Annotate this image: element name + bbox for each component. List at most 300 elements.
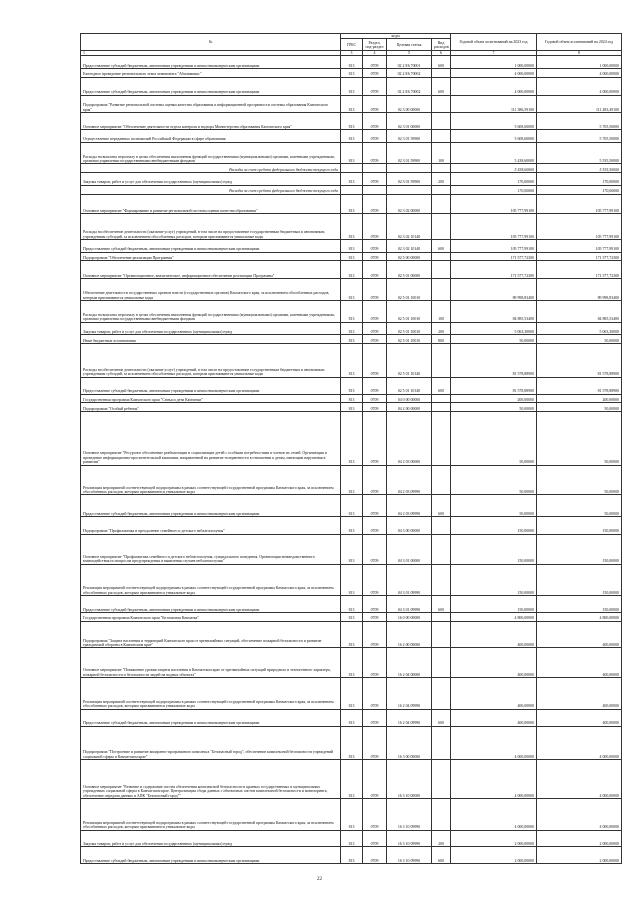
budget-table <box>80 33 622 864</box>
row-razdel: 0709 <box>363 394 387 403</box>
row-value-2024: 170,00000 <box>537 185 622 194</box>
row-value-2024: 111 483,49100 <box>537 95 622 113</box>
row-name: Подпрограмма "Развитие региональной системы оценки качества образования и информационной прозрачности системы образования Камчатского края" <box>81 95 341 113</box>
row-vid <box>432 279 451 301</box>
table-row <box>81 726 622 760</box>
row-grbs: 813 <box>341 709 363 726</box>
row-value-2023: 4 000,00000 <box>451 799 537 831</box>
row-value-2023: 81 578,88900 <box>451 344 537 378</box>
row-target: 04 0 00 00000 <box>387 394 432 403</box>
row-name: Закупка товаров, работ и услуг для обеспечения государственных (муниципальных) нужд <box>81 322 341 335</box>
row-target: 02 3 01 59900 <box>387 142 432 164</box>
row-vid: 200 <box>432 830 451 847</box>
row-value-2023: 105 777,99100 <box>451 240 537 253</box>
row-vid <box>432 403 451 412</box>
row-grbs: 813 <box>341 678 363 710</box>
row-razdel: 0709 <box>363 612 387 621</box>
table-row <box>81 678 622 710</box>
table-row <box>81 411 622 465</box>
row-razdel: 0709 <box>363 678 387 710</box>
row-grbs: 813 <box>341 799 363 831</box>
row-grbs: 813 <box>341 56 363 69</box>
row-vid: 200 <box>432 173 451 186</box>
row-name: Обеспечение деятельности государственных органов власти (государственных органов) Камчатского края, за исключением обособленных расходов, которым присваиваются уникальные коды <box>81 279 341 301</box>
row-value-2024: 150,00000 <box>537 534 622 564</box>
row-value-2024: 105 777,99100 <box>537 240 622 253</box>
row-name: Расходы за счет средств федерального бюджета текущего года <box>81 164 341 173</box>
table-row <box>81 534 622 564</box>
row-target: 02 3 01 59900 <box>387 130 432 143</box>
row-value-2023: 170,00000 <box>451 185 537 194</box>
row-name: Основное мероприятие "Формирование и развитие региональной системы оценки качества образования" <box>81 194 341 214</box>
row-grbs: 813 <box>341 621 363 648</box>
row-vid <box>432 164 451 173</box>
row-target: 02 3 02 10140 <box>387 240 432 253</box>
row-target: 02 3 00 00000 <box>387 95 432 113</box>
row-name: Расходы на обеспечение деятельности (оказание услуг) учреждений, в том числе на предоставление государственным бюджетным и автономным учреждениям субсидий, за исключением обособленных расходов, которым присваиваются уникальные коды <box>81 214 341 240</box>
table-row <box>81 142 622 164</box>
table-row <box>81 240 622 253</box>
row-vid: 600 <box>432 596 451 613</box>
row-value-2024: 4 000,00000 <box>537 726 622 760</box>
row-value-2023: 400,00000 <box>451 678 537 710</box>
row-razdel: 0709 <box>363 517 387 535</box>
row-razdel: 0709 <box>363 194 387 214</box>
table-row <box>81 377 622 394</box>
row-razdel: 0709 <box>363 465 387 495</box>
row-vid <box>432 799 451 831</box>
row-target: 16 3 10 09990 <box>387 847 432 864</box>
table-row <box>81 465 622 495</box>
table-row <box>81 300 622 322</box>
row-value-2024: 50,00000 <box>537 495 622 517</box>
table-row <box>81 113 622 130</box>
row-target: 16 2 04 09990 <box>387 709 432 726</box>
row-grbs: 813 <box>341 495 363 517</box>
row-target: 16 2 00 00000 <box>387 621 432 648</box>
table-row <box>81 799 622 831</box>
table-row <box>81 279 622 301</box>
row-value-2023: 50,00000 <box>451 335 537 344</box>
table-row <box>81 214 622 240</box>
row-value-2024: 150,00000 <box>537 517 622 535</box>
row-name: Государственная программа Камчатского края "Семья и дети Камчатки" <box>81 394 341 403</box>
row-value-2023: 4 000,00000 <box>451 69 537 78</box>
row-razdel <box>363 164 387 173</box>
row-target: 04 3 01 09990 <box>387 564 432 596</box>
col-num-5: 5 <box>387 51 432 56</box>
row-grbs: 813 <box>341 142 363 164</box>
row-value-2024: 4 000,00000 <box>537 69 622 78</box>
row-name: Предоставление субсидий бюджетным, автономным учреждениям и иным некоммерческим организациям <box>81 596 341 613</box>
row-vid <box>432 113 451 130</box>
row-value-2024: 5 535,50000 <box>537 164 622 173</box>
row-grbs: 813 <box>341 760 363 799</box>
row-grbs: 813 <box>341 69 363 78</box>
row-value-2023: 5 063,30000 <box>451 322 537 335</box>
col-num-7: 7 <box>451 51 537 56</box>
row-razdel: 0709 <box>363 564 387 596</box>
row-value-2024: 50,00000 <box>537 403 622 412</box>
table-row <box>81 130 622 143</box>
row-name: Расходы на выплаты персоналу в целях обеспечения выполнения функций государственными (муниципальными) органами, казенными учреждениями, органами управления государственными внебюджетными фондами <box>81 142 341 164</box>
row-value-2024: 5 063,30000 <box>537 322 622 335</box>
row-razdel: 0709 <box>363 261 387 279</box>
row-value-2024: 89 998,83400 <box>537 279 622 301</box>
row-value-2023: 150,00000 <box>451 534 537 564</box>
row-razdel: 0709 <box>363 300 387 322</box>
row-target: 02 3 02 10140 <box>387 214 432 240</box>
row-grbs: 813 <box>341 726 363 760</box>
row-value-2023: 400,00000 <box>451 648 537 678</box>
row-value-2024: 50,00000 <box>537 411 622 465</box>
row-grbs: 813 <box>341 377 363 394</box>
row-value-2023: 150,00000 <box>451 564 537 596</box>
row-target: 02 5 01 10140 <box>387 344 432 378</box>
row-value-2023: 400,00000 <box>451 621 537 648</box>
table-row <box>81 335 622 344</box>
row-value-2023: 5 438,60000 <box>451 142 537 164</box>
row-vid <box>432 621 451 648</box>
row-razdel: 0709 <box>363 830 387 847</box>
row-value-2024: 4 000,00000 <box>537 77 622 95</box>
row-value-2023: 111 386,59100 <box>451 95 537 113</box>
row-grbs: 813 <box>341 300 363 322</box>
row-value-2024: 150,00000 <box>537 596 622 613</box>
table-row <box>81 612 622 621</box>
table-row <box>81 95 622 113</box>
row-name: Предоставление субсидий бюджетным, автономным учреждениям и иным некоммерческим организациям <box>81 495 341 517</box>
header-2024: Годовой объем ассигнований на 2024 год <box>537 34 622 51</box>
row-value-2023: 4 000,00000 <box>451 77 537 95</box>
row-value-2023: 89 998,83400 <box>451 279 537 301</box>
row-value-2023: 171 577,72300 <box>451 261 537 279</box>
row-target: 04 2 03 09990 <box>387 465 432 495</box>
table-row <box>81 648 622 678</box>
row-razdel: 0709 <box>363 142 387 164</box>
row-grbs <box>341 185 363 194</box>
row-grbs: 813 <box>341 113 363 130</box>
row-value-2023: 5 438,60000 <box>451 164 537 173</box>
row-value-2024: 170,00000 <box>537 173 622 186</box>
row-razdel: 0709 <box>363 344 387 378</box>
row-value-2024: 400,00000 <box>537 678 622 710</box>
row-value-2023: 400,00000 <box>451 709 537 726</box>
row-grbs: 813 <box>341 194 363 214</box>
col-num-8: 8 <box>537 51 622 56</box>
row-razdel: 0709 <box>363 252 387 261</box>
col-num-4: 4 <box>363 51 387 56</box>
row-razdel: 0709 <box>363 56 387 69</box>
row-value-2024: 84 885,53400 <box>537 300 622 322</box>
row-target: 02 3 01 59900 <box>387 173 432 186</box>
row-value-2024: 171 577,72300 <box>537 261 622 279</box>
row-vid <box>432 648 451 678</box>
header-2023: Годовой объем ассигнований на 2023 год <box>451 34 537 51</box>
table-row <box>81 322 622 335</box>
row-target: 02 5 01 10140 <box>387 377 432 394</box>
table-row <box>81 621 622 648</box>
row-grbs: 813 <box>341 335 363 344</box>
row-vid: 600 <box>432 240 451 253</box>
row-target: 02 5 01 10010 <box>387 335 432 344</box>
row-name: Основное мероприятие "Профилактика семейного и детского неблагополучия, суицидального поведения. Организация межведомственного взаимодействия по вопросам предупреждения и выявления случаев неблагополучия" <box>81 534 341 564</box>
table-row <box>81 164 622 173</box>
col-num-6: 6 <box>432 51 451 56</box>
row-value-2024: 4 000,00000 <box>537 760 622 799</box>
row-target: 02 2 E6 70001 <box>387 56 432 69</box>
row-razdel: 0709 <box>363 648 387 678</box>
row-razdel: 0709 <box>363 95 387 113</box>
row-vid: 200 <box>432 322 451 335</box>
row-value-2023: 2 000,00000 <box>451 847 537 864</box>
table-row <box>81 185 622 194</box>
row-grbs: 813 <box>341 130 363 143</box>
row-name: Подпрограмма "Защита населения и территорий Камчатского края от чрезвычайных ситуаций, обеспечение пожарной безопасности и развитие гражданской обороны в Камчатском крае" <box>81 621 341 648</box>
row-target: 16 3 10 09990 <box>387 799 432 831</box>
table-row <box>81 77 622 95</box>
row-name: Осуществление переданных полномочий Российской Федерации в сфере образования <box>81 130 341 143</box>
row-grbs: 813 <box>341 173 363 186</box>
row-vid: 800 <box>432 335 451 344</box>
row-target: 16 3 10 00000 <box>387 760 432 799</box>
row-grbs: 813 <box>341 394 363 403</box>
row-vid: 600 <box>432 77 451 95</box>
row-target: 02 5 01 10010 <box>387 300 432 322</box>
row-name: Иные бюджетные ассигнования <box>81 335 341 344</box>
row-value-2023: 50,00000 <box>451 411 537 465</box>
row-vid: 600 <box>432 709 451 726</box>
row-value-2024: 400,00000 <box>537 621 622 648</box>
row-name: Основное мероприятие "Обеспечение деятельности отдела контроля и надзора Министерства образования Камчатского края" <box>81 113 341 130</box>
row-grbs: 813 <box>341 517 363 535</box>
row-name: Подпрограмма "Профилактика и преодоление семейного и детского неблагополучия" <box>81 517 341 535</box>
row-target: 02 5 01 10010 <box>387 322 432 335</box>
table-row <box>81 173 622 186</box>
row-grbs: 813 <box>341 95 363 113</box>
row-target: 16 0 00 00000 <box>387 612 432 621</box>
row-name: Государственная программа Камчатского края "Безопасная Камчатка" <box>81 612 341 621</box>
row-value-2024: 5 705,50000 <box>537 130 622 143</box>
row-razdel: 0709 <box>363 726 387 760</box>
table-row <box>81 394 622 403</box>
row-value-2023: 105 777,99100 <box>451 194 537 214</box>
row-value-2023: 50,00000 <box>451 403 537 412</box>
row-grbs: 813 <box>341 648 363 678</box>
row-value-2024: 400,00000 <box>537 709 622 726</box>
row-vid: 100 <box>432 142 451 164</box>
row-name: Основное мероприятие "Развитие и содержание систем обеспечения комплексной безопасности в краевых государственных и муниципальных учреждениях социальной сферы в Камчатском крае. Централизация сбора данных с объектовых систем комплексной безопасности и мониторинга, обеспечение передачи данных в АПК "Безопасный город"" <box>81 760 341 799</box>
row-grbs: 813 <box>341 252 363 261</box>
row-value-2024: 1 000,00000 <box>537 56 622 69</box>
row-razdel <box>363 185 387 194</box>
header-codes: коды <box>341 34 451 39</box>
row-vid <box>432 185 451 194</box>
table-row <box>81 517 622 535</box>
table-body <box>81 56 622 864</box>
row-grbs: 813 <box>341 596 363 613</box>
row-value-2023: 5 608,60000 <box>451 113 537 130</box>
row-value-2024: 81 578,88900 <box>537 344 622 378</box>
row-target: 02 3 02 00000 <box>387 194 432 214</box>
table-row <box>81 252 622 261</box>
row-target: 04 2 03 09990 <box>387 495 432 517</box>
row-target: 02 5 00 00000 <box>387 252 432 261</box>
row-target: 04 3 01 00000 <box>387 534 432 564</box>
row-razdel: 0709 <box>363 214 387 240</box>
row-value-2024: 2 000,00000 <box>537 847 622 864</box>
row-grbs: 813 <box>341 403 363 412</box>
table-row <box>81 709 622 726</box>
row-target: 02 3 01 00000 <box>387 113 432 130</box>
row-razdel: 0709 <box>363 403 387 412</box>
row-razdel: 0709 <box>363 130 387 143</box>
row-name: Предоставление субсидий бюджетным, автономным учреждениям и иным некоммерческим организациям <box>81 709 341 726</box>
row-name: Реализация мероприятий соответствующей подпрограммы в рамках соответствующей государственной программы Камчатского края, за исключением обособленных расходов, которым присваиваются уникальные коды <box>81 799 341 831</box>
row-razdel: 0709 <box>363 335 387 344</box>
row-vid: 600 <box>432 56 451 69</box>
row-razdel: 0709 <box>363 621 387 648</box>
header-target: Целевая статья <box>387 39 432 51</box>
row-grbs: 813 <box>341 344 363 378</box>
row-razdel: 0709 <box>363 709 387 726</box>
row-vid <box>432 394 451 403</box>
row-value-2024: 5 705,50000 <box>537 113 622 130</box>
row-razdel: 0709 <box>363 173 387 186</box>
row-value-2023: 1 000,00000 <box>451 56 537 69</box>
row-value-2023: 150,00000 <box>451 596 537 613</box>
row-vid <box>432 465 451 495</box>
row-value-2023: 50,00000 <box>451 465 537 495</box>
header-number-column: № <box>81 34 341 51</box>
row-value-2023: 105 777,99100 <box>451 214 537 240</box>
row-razdel: 0709 <box>363 77 387 95</box>
row-vid <box>432 194 451 214</box>
row-name: Предоставление субсидий бюджетным, автономным учреждениям и иным некоммерческим организациям <box>81 240 341 253</box>
table-row <box>81 344 622 378</box>
row-grbs: 813 <box>341 322 363 335</box>
row-razdel: 0709 <box>363 799 387 831</box>
table-row <box>81 495 622 517</box>
row-vid <box>432 95 451 113</box>
table-row <box>81 847 622 864</box>
row-grbs: 813 <box>341 564 363 596</box>
row-value-2023: 5 608,60000 <box>451 130 537 143</box>
row-value-2023: 170,00000 <box>451 173 537 186</box>
row-vid <box>432 678 451 710</box>
budget-table-page <box>80 33 621 864</box>
row-vid <box>432 534 451 564</box>
row-name: Основное мероприятие "Ресурсное обеспечение реабилитации и социализации детей с особыми потребностями и членов их семей. Организация и проведение информационно-просветительской кампании, направленной на развитие толерантности в отношении к детям, имеющим нарушения в развитии" <box>81 411 341 465</box>
row-value-2023: 4 800,00000 <box>451 612 537 621</box>
row-value-2023: 200,00000 <box>451 394 537 403</box>
row-value-2023: 171 577,72300 <box>451 252 537 261</box>
row-value-2024: 400,00000 <box>537 648 622 678</box>
row-target: 16 3 10 09990 <box>387 830 432 847</box>
table-row <box>81 564 622 596</box>
row-razdel: 0709 <box>363 377 387 394</box>
row-grbs: 813 <box>341 279 363 301</box>
row-value-2023: 4 000,00000 <box>451 726 537 760</box>
row-value-2024: 105 777,99100 <box>537 214 622 240</box>
col-num-3: 3 <box>341 51 363 56</box>
row-name: Расходы на выплаты персоналу в целях обеспечения выполнения функций государственными (муниципальными) органами, казенными учреждениями, органами управления государственными внебюджетными фондами <box>81 300 341 322</box>
row-target <box>387 185 432 194</box>
row-vid <box>432 760 451 799</box>
row-razdel: 0709 <box>363 760 387 799</box>
row-grbs: 813 <box>341 534 363 564</box>
row-value-2024: 200,00000 <box>537 394 622 403</box>
header-razdel: Раздел, под-раздел <box>363 39 387 51</box>
row-value-2024: 4 800,00000 <box>537 612 622 621</box>
row-name: Предоставление субсидий бюджетным, автономным учреждениям и иным некоммерческим организациям <box>81 377 341 394</box>
row-value-2024: 5 535,50000 <box>537 142 622 164</box>
row-name: Подпрограмма "Обеспечение реализации Программы" <box>81 252 341 261</box>
row-grbs: 813 <box>341 411 363 465</box>
row-vid <box>432 564 451 596</box>
row-razdel: 0709 <box>363 534 387 564</box>
row-grbs: 813 <box>341 847 363 864</box>
row-grbs: 813 <box>341 465 363 495</box>
header-grbs: ГРБС <box>341 39 363 51</box>
row-name: Ежегодное проведение регионального этапа чемпионата "Абилимпикс" <box>81 69 341 78</box>
row-value-2023: 4 000,00000 <box>451 760 537 799</box>
row-vid: 600 <box>432 377 451 394</box>
row-name: Предоставление субсидий бюджетным, автономным учреждениям и иным некоммерческим организациям <box>81 847 341 864</box>
row-name: Расходы на обеспечение деятельности (оказание услуг) учреждений, в том числе на предоставление государственным бюджетным и автономным учреждениям субсидий, за исключением обособленных расходов, которым присваиваются уникальные коды <box>81 344 341 378</box>
row-razdel: 0709 <box>363 240 387 253</box>
row-razdel: 0709 <box>363 113 387 130</box>
row-razdel: 0709 <box>363 411 387 465</box>
row-razdel: 0709 <box>363 495 387 517</box>
row-name: Основное мероприятие "Организационное, аналитическое, информационное обеспечение реализации Программы" <box>81 261 341 279</box>
row-razdel: 0709 <box>363 279 387 301</box>
row-target: 02 5 01 10010 <box>387 279 432 301</box>
row-grbs: 813 <box>341 612 363 621</box>
row-value-2024: 50,00000 <box>537 465 622 495</box>
row-razdel: 0709 <box>363 847 387 864</box>
row-target: 04 3 01 09990 <box>387 596 432 613</box>
row-name: Реализация мероприятий соответствующей подпрограммы в рамках соответствующей государственной программы Камчатского края, за исключением обособленных расходов, которым присваиваются уникальные коды <box>81 465 341 495</box>
row-value-2024: 50,00000 <box>537 335 622 344</box>
row-grbs: 813 <box>341 830 363 847</box>
row-name: Расходы за счет средств федерального бюджета текущего года <box>81 185 341 194</box>
row-grbs: 813 <box>341 240 363 253</box>
row-vid <box>432 252 451 261</box>
header-vid: Вид расходов <box>432 39 451 51</box>
row-name: Закупка товаров, работ и услуг для обеспечения государственных (муниципальных) нужд <box>81 830 341 847</box>
row-value-2023: 81 578,88900 <box>451 377 537 394</box>
row-value-2024: 4 000,00000 <box>537 799 622 831</box>
table-row <box>81 261 622 279</box>
row-vid <box>432 344 451 378</box>
row-vid <box>432 130 451 143</box>
row-vid <box>432 411 451 465</box>
row-name: Реализация мероприятий соответствующей подпрограммы в рамках соответствующей государственной программы Камчатского края, за исключением обособленных расходов, которым присваиваются уникальные коды <box>81 564 341 596</box>
row-vid <box>432 612 451 621</box>
row-target: 02 5 01 00000 <box>387 261 432 279</box>
row-grbs: 813 <box>341 77 363 95</box>
row-vid: 600 <box>432 495 451 517</box>
row-vid <box>432 69 451 78</box>
table-row <box>81 194 622 214</box>
table-row <box>81 596 622 613</box>
row-name: Реализация мероприятий соответствующей подпрограммы в рамках соответствующей государственной программы Камчатского края, за исключением обособленных расходов, которым присваиваются уникальные коды <box>81 678 341 710</box>
table-row <box>81 69 622 78</box>
row-name: Предоставление субсидий бюджетным, автономным учреждениям и иным некоммерческим организациям <box>81 77 341 95</box>
page-number: 22 <box>317 877 322 882</box>
row-target: 16 2 04 00000 <box>387 648 432 678</box>
